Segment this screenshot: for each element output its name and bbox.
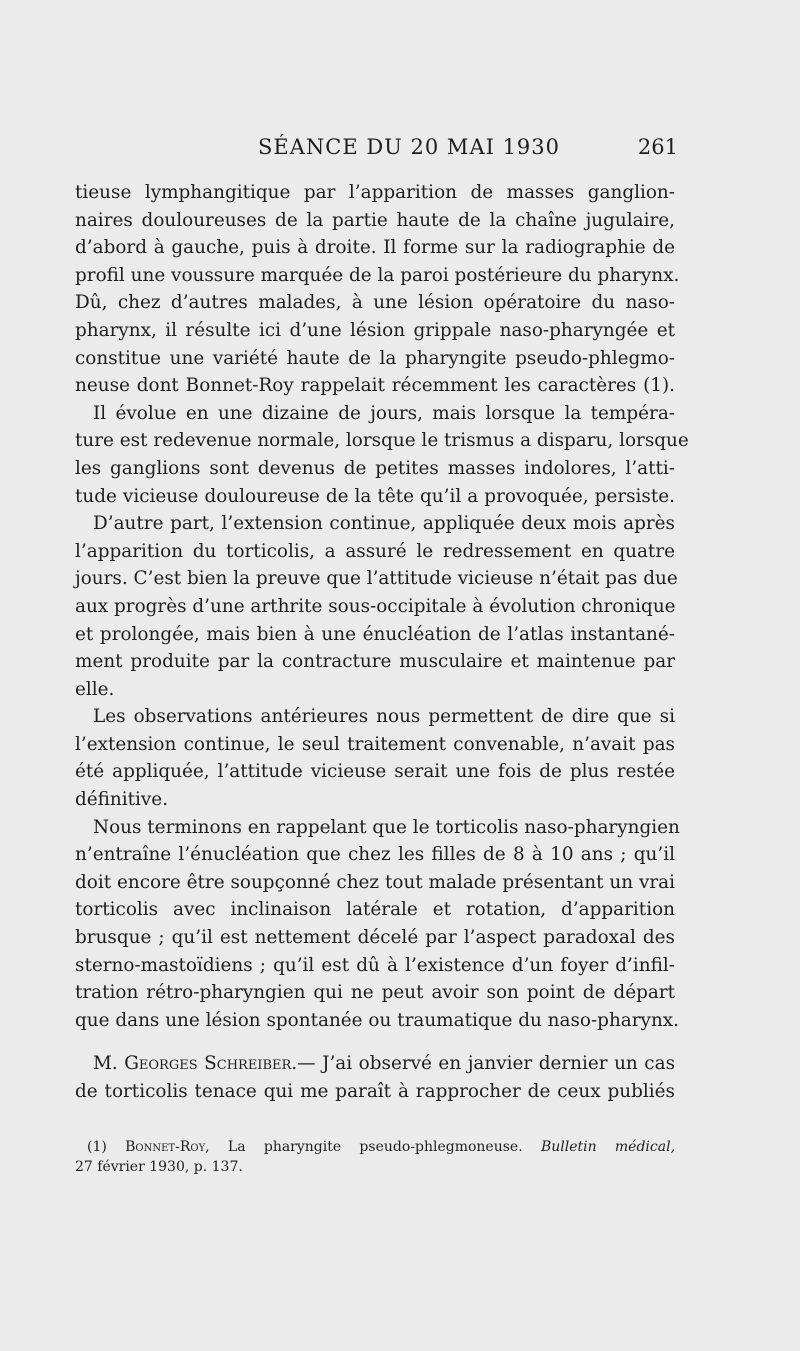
text-line: les ganglions sont devenus de petites masses indolores, l’atti- [75,457,675,479]
footnote-line [75,1137,675,1157]
footnote-number: (1) [87,1139,107,1155]
text-line: profil une voussure marquée de la paroi postérieure du pharynx. [75,264,680,286]
text-line: elle. [75,678,115,700]
text-line: tration rétro-pharyngien qui ne peut avoir son point de départ [75,982,675,1004]
text-line: naires douloureuses de la partie haute de la chaîne jugulaire, [75,209,675,231]
footnote-journal: Bulletin médical, [540,1139,676,1155]
text-line: Les observations antérieures nous permettent de dire que si [93,706,675,728]
text-line: été appliquée, l’attitude vicieuse serait une fois de plus restée [75,761,675,783]
text-line: sterno-mastoïdiens ; qu’il est dû à l’existence d’un foyer d’infil- [75,954,675,976]
footnote [75,1137,675,1177]
text-line: d’abord à gauche, puis à droite. Il forme sur la radiographie de [75,237,675,259]
text-line: torticolis avec inclinaison latérale et rotation, d’apparition [75,899,675,921]
text-line: l’apparition du torticolis, a assuré le redressement en quatre [75,540,675,562]
text-line: doit encore être soupçonné chez tout malade présentant un vrai [75,871,675,893]
text-line: jours. C’est bien la preuve que l’attitude vicieuse n’était pas due [75,568,678,590]
text-line: de torticolis tenace qui me paraît à rapprocher de ceux publiés [75,1081,675,1102]
text-line: Nous terminons en rappelant que le torticolis naso-pharyngien [93,816,680,838]
speaker-text: — J’ai observé en janvier dernier un cas [297,1053,676,1075]
text-line: Il évolue en une dizaine de jours, mais lorsque la tempéra- [93,402,675,424]
text-line: définitive. [75,789,169,811]
text-line: que dans une lésion spontanée ou traumatique du naso-pharynx. [75,1009,680,1031]
paragraph-gap [75,1034,675,1050]
text-line: ture est redevenue normale, lorsque le trismus a disparu, lorsque [75,430,689,452]
text-line: ment produite par la contracture musculaire et maintenue par [75,651,675,673]
text-line: et prolongée, mais bien à une énucléation de l’atlas instantané- [75,623,675,645]
header-title: SÉANCE DU 20 MAI 1930 [258,135,561,159]
text-line: constitue une variété haute de la pharyngite pseudo-phlegmo- [75,347,675,369]
footnote-date: 27 février 1930, p. 137. [75,1159,243,1175]
text-line: tude vicieuse douloureuse de la tête qu’il a provoquée, persiste. [75,485,675,507]
text-line: pharynx, il résulte ici d’une lésion grippale naso-pharyngée et [75,319,675,341]
schreiber-line [75,1050,675,1078]
text-line: brusque ; qu’il est nettement décelé par l’aspect paradoxal des [75,927,675,949]
text-line: D’autre part, l’extension continue, appliquée deux mois après [93,513,675,535]
text-line: neuse dont Bonnet-Roy rappelait récemment les caractères (1). [75,375,675,397]
speaker-name: M. Georges Schreiber. [93,1053,298,1075]
text-line: l’extension continue, le seul traitement convenable, n’avait pas [75,733,675,755]
text-line: Dû, chez d’autres malades, à une lésion opératoire du naso- [75,292,675,314]
page-number: 261 [637,135,678,159]
body-text [75,179,689,1106]
text-line: n’entraîne l’énucléation que chez les filles de 8 à 10 ans ; qu’il [75,844,675,866]
footnote-author: Bonnet-Roy, [125,1139,210,1155]
text-line: tieuse lymphangitique par l’apparition de masses ganglion- [75,182,675,203]
text-line: aux progrès d’une arthrite sous-occipitale à évolution chronique [75,595,676,617]
footnote-title: La pharyngite pseudo-phlegmoneuse. [227,1139,523,1155]
running-header [258,135,678,171]
